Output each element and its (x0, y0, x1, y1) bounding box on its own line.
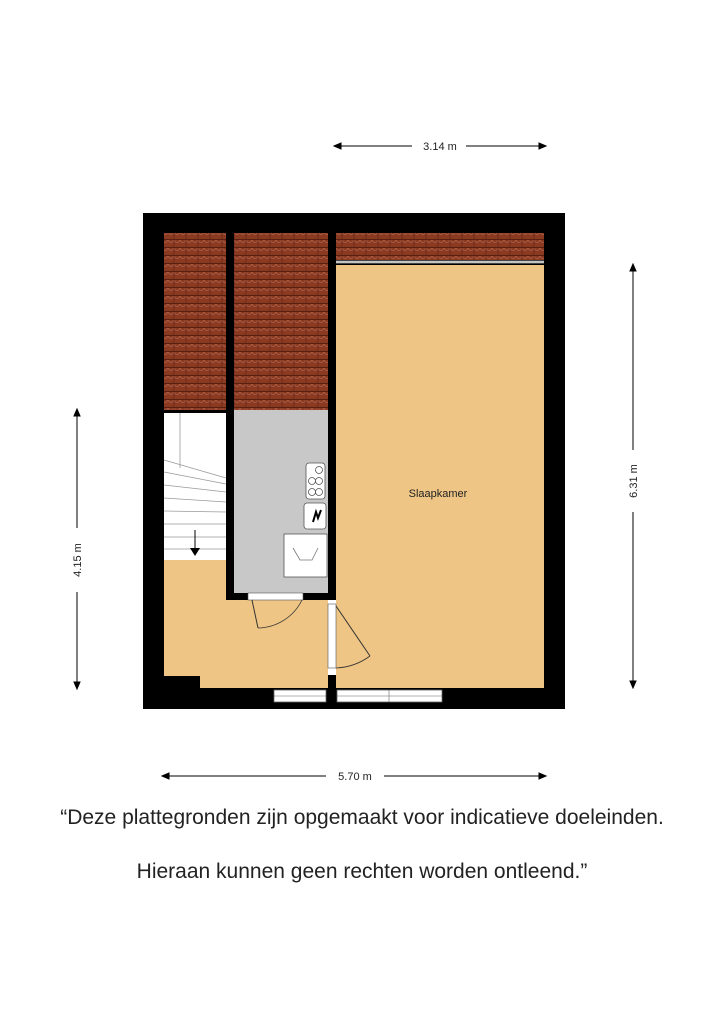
wall-stair-divider (226, 233, 234, 600)
boiler-unit (306, 463, 325, 499)
wall-bedroom-divider (328, 233, 336, 600)
dimension-bottom-label: 5.70 m (338, 771, 372, 783)
roof-tiles-left (164, 233, 226, 410)
dimension-right-label: 6.31 m (628, 464, 640, 498)
roof-tiles-middle (234, 233, 328, 410)
window-bottom-right (337, 690, 442, 702)
dimension-left-label: 4.15 m (72, 543, 84, 577)
bedroom-floor (336, 265, 544, 688)
roof-tiles-right (336, 233, 544, 260)
heater-unit (304, 503, 326, 529)
disclaimer-line-1: “Deze plattegronden zijn opgemaakt voor indicatieve doeleinden. (60, 806, 664, 829)
dimension-top-label: 3.14 m (423, 141, 457, 153)
window-bottom-left (274, 690, 326, 702)
room-label-bedroom: Slaapkamer (408, 488, 468, 500)
disclaimer-line-2: Hieraan kunnen geen rechten worden ontleend.” (136, 860, 588, 883)
washing-machine (284, 534, 327, 577)
